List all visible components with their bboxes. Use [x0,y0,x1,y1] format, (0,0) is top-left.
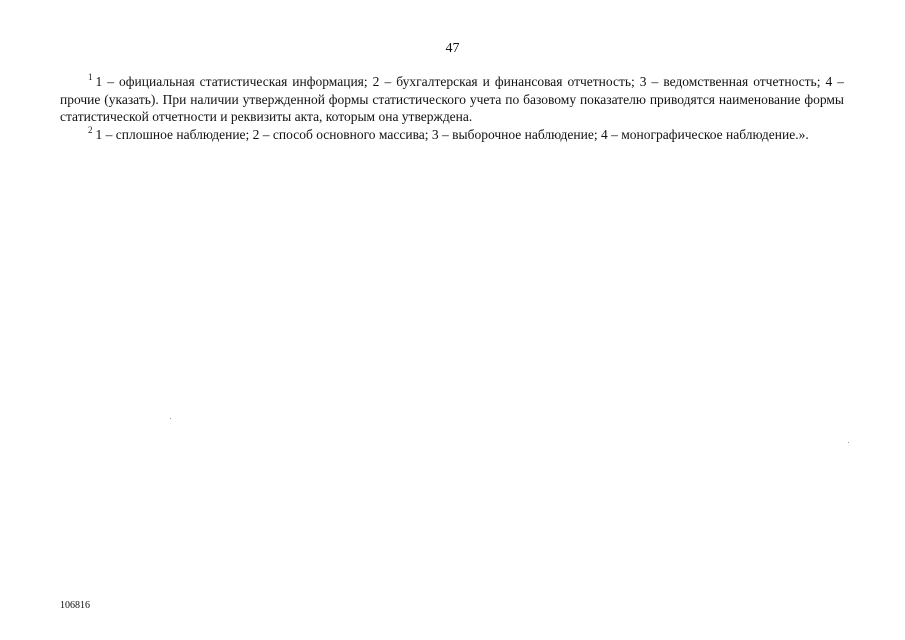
scan-speck [170,418,171,419]
footnote-1 [60,73,844,126]
footnote-text: 1 – официальная статистическая информация; 2 – бухгалтерская и финансовая отчетность; 3 – ведомственная отчетность; 4 – прочие (указать). При наличии утвержденной формы статистического учета по базовому показателю приводятся наименование формы статистической отчетности и реквизиты акта, которым она утверждена. [60,74,844,124]
footnotes-block [60,73,844,143]
footnote-2 [60,126,844,144]
page-number: 47 [445,41,460,56]
scan-speck [848,442,849,443]
document-code: 106816 [60,600,90,611]
footnote-text: 1 – сплошное наблюдение; 2 – способ основного массива; 3 – выборочное наблюдение; 4 – монографическое наблюдение.». [95,126,809,142]
footnote-marker: 1 [88,72,93,82]
footnote-marker: 2 [88,124,93,135]
